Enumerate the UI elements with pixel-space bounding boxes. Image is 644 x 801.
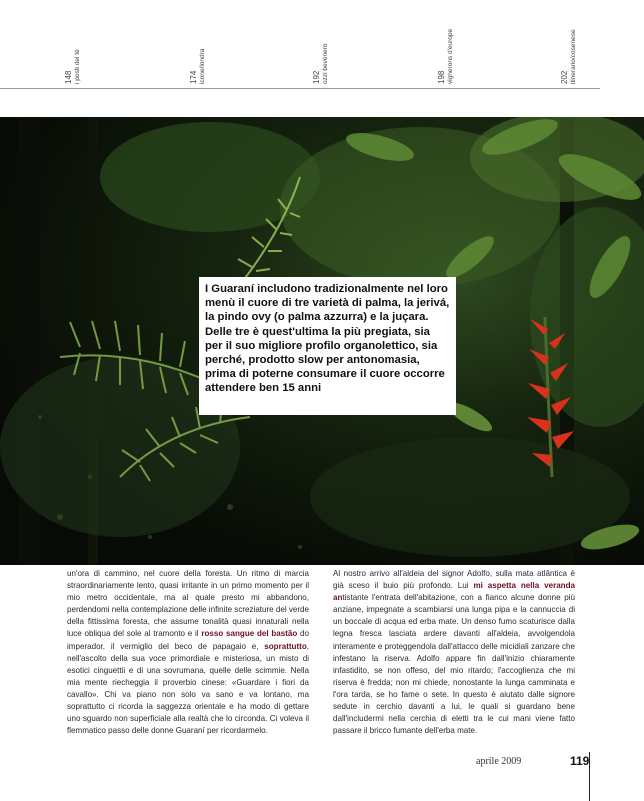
toc-number: 174 [189,70,198,84]
header-rule [0,88,600,89]
toc-label: i posti del tè [74,49,81,84]
toc-label: vignerons d'europe [447,28,454,84]
body-column-left [67,568,309,737]
highlight-text: rosso sangue del bastão [201,629,298,639]
toc-number: 148 [64,70,73,84]
toc-strip [0,0,644,88]
toc-item[interactable] [560,4,606,84]
body-text: un'ora di cammino, nel cuore della foresta. Un ritmo di marcia straordinariamente lento, quasi irritante in un primo momento per il mio metro occidentale, ma al quale presto mi abbandono, perdendomi nella contemplazione delle infinite screziature del verde della fittissima foresta, che assume tonalità quasi innaturali nella luce obliqua del sole al tramonto e il [67,569,309,639]
toc-label: icone/londra [199,48,206,84]
footer-rule [589,752,590,801]
toc-label: ozzi bevenero [322,43,329,84]
toc-number: 198 [437,70,446,84]
pull-quote: I Guaraní includono tradizionalmente nel loro menù il cuore di tre varietà di palma, la jerivá, la pindo ovy (o palma azzurra) e la juçara. Delle tre è quest'ultima la più pregiata, sia per il suo migliore profilo organolettico, sia perché, prodotto slow per antonomasia, prima di poterne consumare il cuore occorre attendere ben 15 anni [199,277,456,415]
page-number: 119 [570,754,590,768]
toc-item[interactable] [437,4,483,84]
body-text: Al nostro arrivo all'aldeia del signor Adolfo, sulla mata atlântica è già sceso il buio più profondo. Lui [333,569,575,591]
highlight-text: soprattutto [264,641,307,651]
highlight-text: mi aspetta nella veranda an [333,581,575,603]
toc-item[interactable] [64,4,110,84]
toc-number: 202 [560,70,569,84]
toc-item[interactable] [189,4,235,84]
issue-date: aprile 2009 [476,756,522,767]
body-text: do imperador, il vermiglio del beco de papagaio e, [67,629,310,651]
body-text: tistante l'entrata dell'abitazione, con a fianco alcune donne più anziane, impegnate a scambiarsi una lunga pipa e la cannuccia di un boccale di acqua ed erba mate. Un denso fumo scaturisce dalla legna fresca lasciata ardere davanti all'aldeia, avvolgendola interamente e proteggendola dall'attacco delle micidiali zanzare che infestano la riserva. Adolfo appare fin dall'inizio chiaramente infastidito, se non offeso, del mio ritardo; l'accoglienza che mi riserva è fredda; non mi chiede, nonostante la lunga camminata e l'ora tarda, se ho fame o sete. In questo è aiutato dalle signore sedute in cerchio davanti a lui, le quali si guardano bene dall'includermi nella cerchia di eletti tra le cui mani viene fatto passare il bricco fumante dell'erba mate. [333,593,575,736]
toc-label: itinerario/cosenese [570,29,577,84]
toc-number: 192 [312,70,321,84]
toc-item[interactable] [312,4,358,84]
body-column-right [333,568,575,737]
body-text: , nell'ascolto della sua voce primordiale e misteriosa, un misto di esotici cinguettii e di una sovrumana, quelle delle scimmie. Nella mia mente riecheggia il proverbio cinese: «Guardare i fiori da cavallo». Chi va piano non solo va sano e va lontano, ma soprattutto ci ricorda la saggezza orientale e ha modo di gettare uno sguardo non superficiale alla realtà che lo circonda. Ci voleva il flemmatico passo delle donne Guaraní per ricordarmelo. [67,641,309,736]
